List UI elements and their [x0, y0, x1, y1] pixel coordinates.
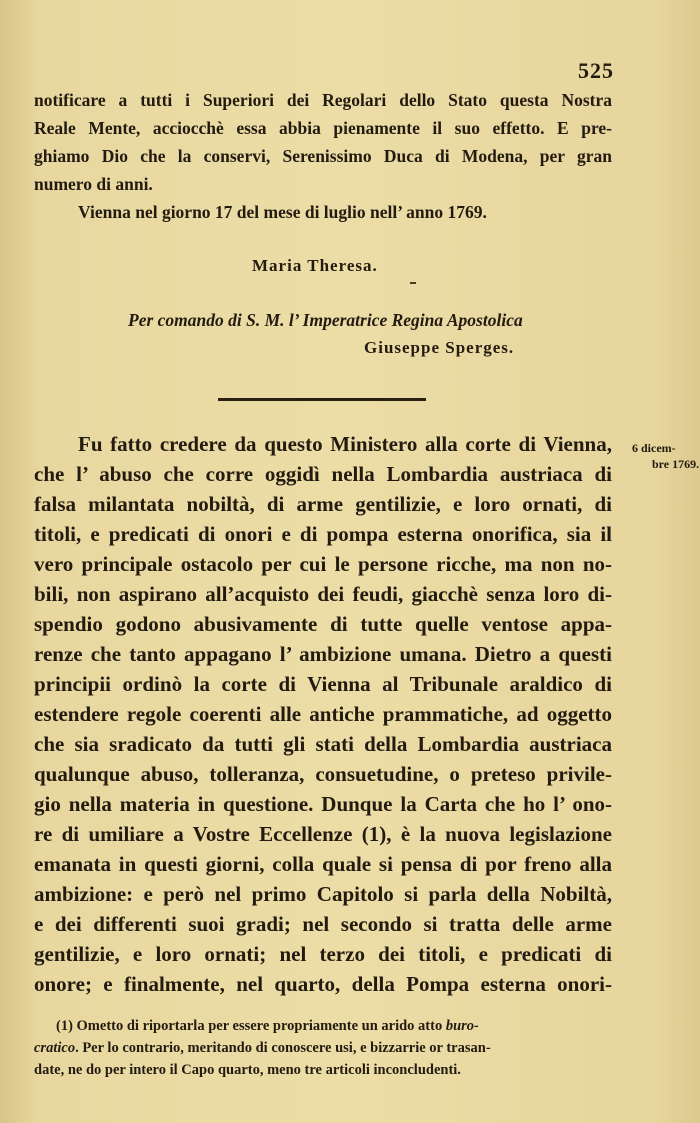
text-line: ambizione: e però nel primo Capitolo si parla della Nobiltà,	[34, 882, 612, 906]
text-line: gentilizie, e loro ornati; nel terzo dei titoli, e predicati di	[34, 942, 612, 966]
text-line: Fu fatto credere da questo Ministero alla corte di Vienna,	[78, 432, 612, 456]
footnote-line: date, ne do per intero il Capo quarto, meno tre articoli inconcludenti.	[34, 1062, 461, 1078]
text-line: falsa milantata nobiltà, di arme gentilizie, e loro ornati, di	[34, 492, 612, 516]
secretary-name: Giuseppe Sperges.	[364, 338, 515, 357]
margin-date: 6 dicem-	[632, 441, 676, 455]
text-line: re di umiliare a Vostre Eccellenze (1), è la nuova legislazione	[34, 822, 612, 846]
text-line: bili, non aspirano all’acquisto dei feudi, giacchè senza loro di-	[34, 582, 612, 606]
footnote-line	[34, 1040, 491, 1057]
text-line: estendere regole coerenti alle antiche prammatiche, ad oggetto	[34, 702, 612, 726]
page-number: 525	[578, 58, 614, 83]
text-line: che sia sradicato da tutti gli stati della Lombardia austriaca	[34, 732, 612, 756]
margin-date: bre 1769.	[652, 457, 700, 471]
date-line: Vienna nel giorno 17 del mese di luglio nell’ anno 1769.	[78, 202, 487, 222]
text-line: spendio godono abusivamente di tutte quelle ventose appa-	[34, 612, 612, 636]
footnote-text: . Per lo contrario, meritando di conoscere usi, e bizzarrie or trasan-	[75, 1040, 491, 1056]
text-line: Reale Mente, acciocchè essa abbia pienamente il suo effetto. E pre-	[34, 118, 612, 138]
text-line: ghiamo Dio che la conservi, Serenissimo Duca di Modena, per gran	[34, 146, 612, 166]
ornament-dash	[410, 282, 416, 284]
text-line: gio nella materia in questione. Dunque la Carta che ho l’ ono-	[34, 792, 612, 816]
text-line: onore; e finalmente, nel quarto, della Pompa esterna onori-	[34, 972, 612, 996]
text-line: qualunque abuso, tolleranza, consuetudine, o preteso privile-	[34, 762, 612, 786]
command-line: Per comando di S. M. l’ Imperatrice Regina Apostolica	[128, 310, 523, 330]
text-line: notificare a tutti i Superiori dei Regolari dello Stato questa Nostra	[34, 90, 612, 110]
text-line: titoli, e predicati di onori e di pompa esterna onorifica, sia il	[34, 522, 612, 546]
text-line: e dei differenti suoi gradi; nel secondo si tratta delle arme	[34, 912, 612, 936]
footnote-italic: cratico	[34, 1040, 76, 1056]
text-line: numero di anni.	[34, 174, 153, 194]
signatory-name: Maria Theresa.	[252, 256, 378, 275]
footnote-line	[56, 1018, 479, 1035]
text-line: renze che tanto appagano l’ ambizione umana. Dietro a questi	[34, 642, 612, 666]
footnote-italic: buro-	[445, 1018, 479, 1034]
text-line: emanata in questi giorni, colla quale si pensa di por freno alla	[34, 852, 612, 876]
text-line: vero principale ostacolo per cui le persone ricche, ma non no-	[34, 552, 612, 576]
text-line: principii ordinò la corte di Vienna al Tribunale araldico di	[34, 672, 612, 696]
footnote-text: (1) Ometto di riportarla per essere propriamente un arido atto	[56, 1018, 446, 1034]
section-divider	[218, 398, 426, 401]
text-line: che l’ abuso che corre oggidì nella Lombardia austriaca di	[34, 462, 612, 486]
